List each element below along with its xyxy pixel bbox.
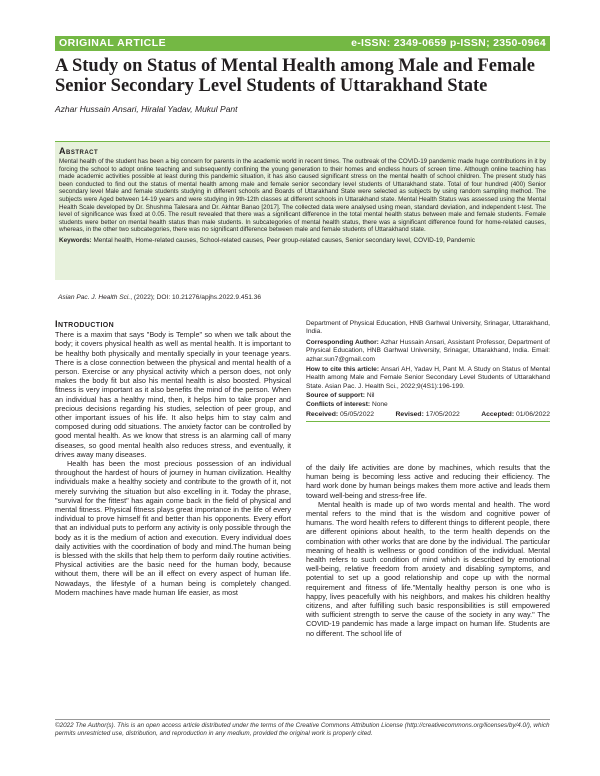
abstract-box	[55, 141, 550, 280]
corresponding-author-text: Azhar Hussain Ansari, Assistant Professor, Department of Physical Education, HNB Garhwal University, Srinagar, Uttarakhand, India. Email: azhar.sun7@gmail.com	[306, 338, 551, 363]
keywords-label: Keywords:	[59, 236, 92, 244]
accepted-value: 01/06/2022	[515, 411, 550, 419]
abstract-text: Mental health of the student has been a big concern for parents in the academic world in recent times. The outbreak of the COVID-19 pandemic made huge contributions in it by forcing the school to adopt online teaching and subsequently confining the young generation to their homes and endless hours of screen time. Although online teaching has made academic activities possible at least during this pandemic situation, it has also caused significant stress on the mental health of school children. The present study has been conducted to find out the status of mental health among male and female senior secondary level students of Uttarakhand state. Total of four hundred (400) Senior secondary level Male and female students studying in different schools and Boards of Uttarakhand State were selected as subjects by using random sampling method. The subjects were Aged between 14-19 years and were studying in 9th-12th classes at different schools in Uttarakhand state. Mental Health Status was assessed using the Mental Health Scale developed by Dr. Shushma Talesara and Dr. Akhtar Banao [2017]. The collected data were analysed using mean, standard deviation, and independent t-test. The level of significance was fixed at 0.05. The result revealed that there was a significant difference in the total mental health status between male and female students. Female students were better on mental health status than male students. In subcategories of mental health status, there was a significant difference found for home-related causes, whereas, in the other two subcategories, there was no significant difference between male and female students of Uttarakhand state.	[59, 158, 546, 234]
article-dates	[306, 410, 550, 422]
short-citation	[58, 294, 261, 301]
introduction-heading: Introduction	[55, 319, 115, 329]
article-type-label: ORIGINAL ARTICLE	[59, 37, 167, 49]
intro-paragraph-2: Health has been the most precious possession of an individual throughout the hardest of hours of journey in human civilization. Healthy individuals make a healthy society and contribute to the growth of it, not merely surviving the situation but also excelling in it. Today the phrase, "survival for the fittest" has again come back in the field of physical and mental fitness. Physical fitness plays great importance in the life of every individual to prove himself fit and better than his opponents. Every effort that an individual puts to perform any activity is only possible through the body as it is the medium of action and execution. Every individual does daily activities with the coordination of body and mind.The human being is blessed with the skills that help them to perform daily routine activities. Physical activities are the basic need for the human body, because without them, there will be an ill effect on every aspect of human life. Nowadays, the lifestyle of a human being is completely changed. Modern machines have made human life easier, as most	[55, 459, 291, 597]
corresponding-author	[306, 339, 550, 364]
how-to-cite-label: How to cite this article:	[306, 366, 380, 374]
how-to-cite-text: Ansari AH, Yadav H, Pant M. A Study on Status of Mental Health among Male and Female Senior Secondary Level Students of Uttarakhand State. Asian Pac. J. Health Sci., 2022;9(4S1):196-199.	[306, 366, 550, 390]
left-column	[55, 320, 291, 597]
source-of-support	[306, 392, 550, 400]
conflicts-of-interest	[306, 401, 550, 409]
support-text: Nil	[366, 392, 375, 400]
received-date	[306, 410, 374, 419]
revised-label: Revised:	[395, 411, 424, 419]
issn-label: e-ISSN: 2349-0659 p-ISSN; 2350-0964	[351, 37, 546, 49]
revised-value: 17/05/2022	[425, 411, 460, 419]
conflict-label: Conflicts of interest:	[306, 400, 371, 408]
intro-paragraph-3: of the daily life activities are done by machines, which results that the human being is becoming less active and reducing their efficiency. The hard work done by human beings makes them more active and leads them toward well-being and stress-free life.	[306, 463, 550, 500]
received-label: Received:	[306, 411, 339, 419]
support-label: Source of support:	[306, 392, 365, 400]
intro-paragraph-1: There is a maxim that says "Body is Temple" so when we talk about the body; it covers physical health as well as mental health. It is important to be healthy both physically and mentally specially in your teenage years. There is a close connection between the physical and mental health of a person. Exercise or any physical activity which a person does, not only makes the body fit but also his mental health is also boosted. Physical fitness is very important as it also benefits the mind of the person. When an individual has a healthy mind, then, it helps him to take proper and precious decisions regarding his studies, selection of peer group, and other important issues of his life. It also helps him to stay calm and composed during odd situations. The anxiety factor can be controlled by good mental health. As we know that stress is an alarming call of many diseases, so good mental health also reduces stress, and eventually, it drives away many diseases.	[55, 330, 291, 459]
conflict-text: None	[371, 400, 388, 408]
article-info	[306, 320, 550, 422]
author-list: Azhar Hussain Ansari, Hiralal Yadav, Mukul Pant	[55, 104, 238, 114]
received-value: 05/05/2022	[340, 411, 375, 419]
revised-date	[396, 410, 460, 419]
keywords	[59, 237, 546, 245]
citation-doi: , (2022); DOI: 10.21276/apjhs.2022.9.451.36	[130, 294, 262, 301]
journal-name: Asian Pac. J. Health Sci.	[58, 294, 131, 301]
how-to-cite	[306, 366, 550, 391]
paper-title: A Study on Status of Mental Health among Male and Female Senior Secondary Level Students of Uttarakhand State	[55, 56, 535, 96]
license-footer: ©2022 The Author(s). This is an open access article distributed under the terms of the Creative Commons Attribution License (http://creativecommons.org/licenses/by/4.0/), which permits unrestricted use, distribution, and reproduction in any medium, provided the original work is properly cited.	[55, 719, 550, 738]
corresponding-author-label: Corresponding Author:	[306, 338, 379, 346]
accepted-date	[481, 410, 550, 419]
header-bar	[55, 36, 550, 51]
affiliation: Department of Physical Education, HNB Garhwal University, Srinagar, Uttarakhand, India.	[306, 320, 550, 336]
abstract-heading: Abstract	[59, 146, 99, 156]
accepted-label: Accepted:	[481, 411, 515, 419]
keywords-text: Mental health, Home-related causes, School-related causes, Peer group-related causes, Senior secondary level, COVID-19, Pandemic	[93, 236, 475, 244]
right-column	[306, 463, 550, 638]
intro-paragraph-4: Mental health is made up of two words mental and health. The word mental refers to the mind that is the wisdom and cognitive power of humans. The word health refers to different things to different people, there are different opinions about health, to the term health depends on the combination with other works that are done by the individual. The particular meaning of health is wellness or good condition of the individual. Mental health refers to such condition of mind which is described by emotional well-being, relative freedom from anxiety and disabling symptoms, and potential to set up a good relationship and cope up with the normal requirement and fitness of life."Mentally healthy person is one who is happy, lives peacefully with his neighbors, and makes his children healthy citizens, and after fulfilling such basic responsibilities is still empowered with sufficient strength to serve the cause of the society in any way." The COVID-19 pandemic has made a large impact on human life. Students are no different. The school life of	[306, 499, 550, 638]
